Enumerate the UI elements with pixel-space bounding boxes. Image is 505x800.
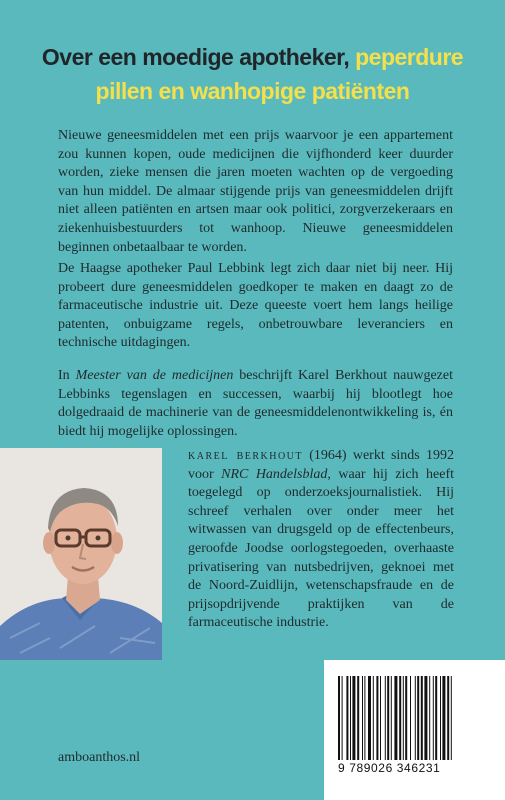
- barcode-bar: [417, 676, 419, 760]
- barcode-digits: 9 789026 346231: [338, 761, 441, 775]
- author-name: karel berkhout: [188, 448, 304, 463]
- barcode-bar: [373, 676, 374, 760]
- newspaper-name: NRC Handelsblad: [221, 466, 328, 482]
- barcode-bar: [421, 676, 423, 760]
- barcode-bar: [338, 676, 340, 760]
- barcode-bar: [415, 676, 416, 760]
- author-bio-text-2: , waar hij zich heeft toegelegd op onderzoeksjournalistiek. Hij schreef verhalen over onder meer het witwassen van drugsgeld op de effectenbeurs, geroofde Joodse oorlogstegoeden, overhaaste privatisering van nutsbedrijven, geknoei met de Noord-Zuidlijn, wetenschapsfraude en de prijsopdrijvende praktijken van de farmaceutische industrie.: [188, 466, 454, 631]
- barcode-bar: [394, 676, 397, 760]
- barcode-bar: [380, 676, 381, 760]
- headline-line-2: [0, 74, 505, 108]
- paragraph-3-prefix: In: [58, 368, 76, 383]
- barcode-bar: [346, 676, 348, 760]
- barcode-bar: [387, 676, 389, 760]
- barcode-bar: [447, 676, 449, 760]
- barcode-bar: [350, 676, 351, 760]
- barcode-bar: [405, 676, 407, 760]
- barcode-bar: [403, 676, 404, 760]
- headline-line-1: [0, 40, 505, 74]
- publisher-url: amboanthos.nl: [58, 750, 141, 765]
- author-bio: [188, 447, 454, 633]
- author-portrait-icon: [0, 448, 162, 660]
- barcode-bar: [342, 676, 343, 760]
- barcode-bar: [357, 676, 359, 760]
- barcode-bar: [442, 676, 445, 760]
- barcode-bar: [435, 676, 437, 760]
- barcode-bar: [376, 676, 378, 760]
- barcode-bar: [399, 676, 401, 760]
- barcode-bar: [391, 676, 392, 760]
- blurb-paragraph-1: Nieuwe geneesmiddelen met een prijs waarvoor je een appartement zou kunnen kopen, oude medicijnen die vijfhonderd keer duurder worden, zieke mensen die jaren moeten wachten op de vergoeding van hun middel. De almaar stijgende prijs van geneesmiddelen drijft niet alleen patiënten en artsen maar ook politici, zorgverzekeraars en ziekenhuisbestuurders tot wanhoop. Nieuwe geneesmiddelen beginnen onbetaalbaar te worden.: [58, 128, 453, 255]
- barcode-panel: [324, 660, 505, 800]
- barcode-bar: [440, 676, 441, 760]
- headline-part-1: Over een moedige apotheker,: [41, 44, 356, 70]
- barcode-bar: [352, 676, 355, 760]
- book-title: Meester van de medicijnen: [75, 368, 234, 383]
- blurb-paragraph-3: [58, 367, 453, 441]
- barcode-bar: [424, 676, 427, 760]
- author-photo: [0, 448, 162, 660]
- blurb-paragraph-2: De Haagse apotheker Paul Lebbink legt zich daar niet bij neer. Hij probeert dure geneesmiddelen goedkoper te maken en daagt zo de farmaceutische industrie uit. Deze queeste voert hem langs heilige patenten, onbuigzame regels, onbetrouwbare leveranciers en technische uitdagingen.: [58, 261, 453, 351]
- paragraph-3-suffix: beschrijft Karel Berkhout nauwgezet Lebbinks tegenslagen en successen, waarbij hij blootlegt hoe dolgedraaid de machinerie van de geneesmiddelenontwikkeling is, én biedt hij mogelijke oplossingen.: [58, 368, 453, 439]
- barcode-bar: [429, 676, 430, 760]
- barcode-bar: [433, 676, 434, 760]
- headline-part-2a: peperdure: [355, 44, 464, 70]
- barcode-icon: [338, 676, 488, 760]
- barcode-bar: [368, 676, 371, 760]
- barcode-bar: [364, 676, 365, 760]
- barcode-bar: [362, 676, 363, 760]
- back-cover-headline: [0, 40, 505, 108]
- barcode-bar: [410, 676, 411, 760]
- barcode-bar: [385, 676, 386, 760]
- headline-part-2b: pillen en wanhopige patiënten: [95, 78, 410, 104]
- barcode-bar: [451, 676, 452, 760]
- author-bio-text-1: (1964) werkt sinds 1992 voor: [188, 448, 454, 482]
